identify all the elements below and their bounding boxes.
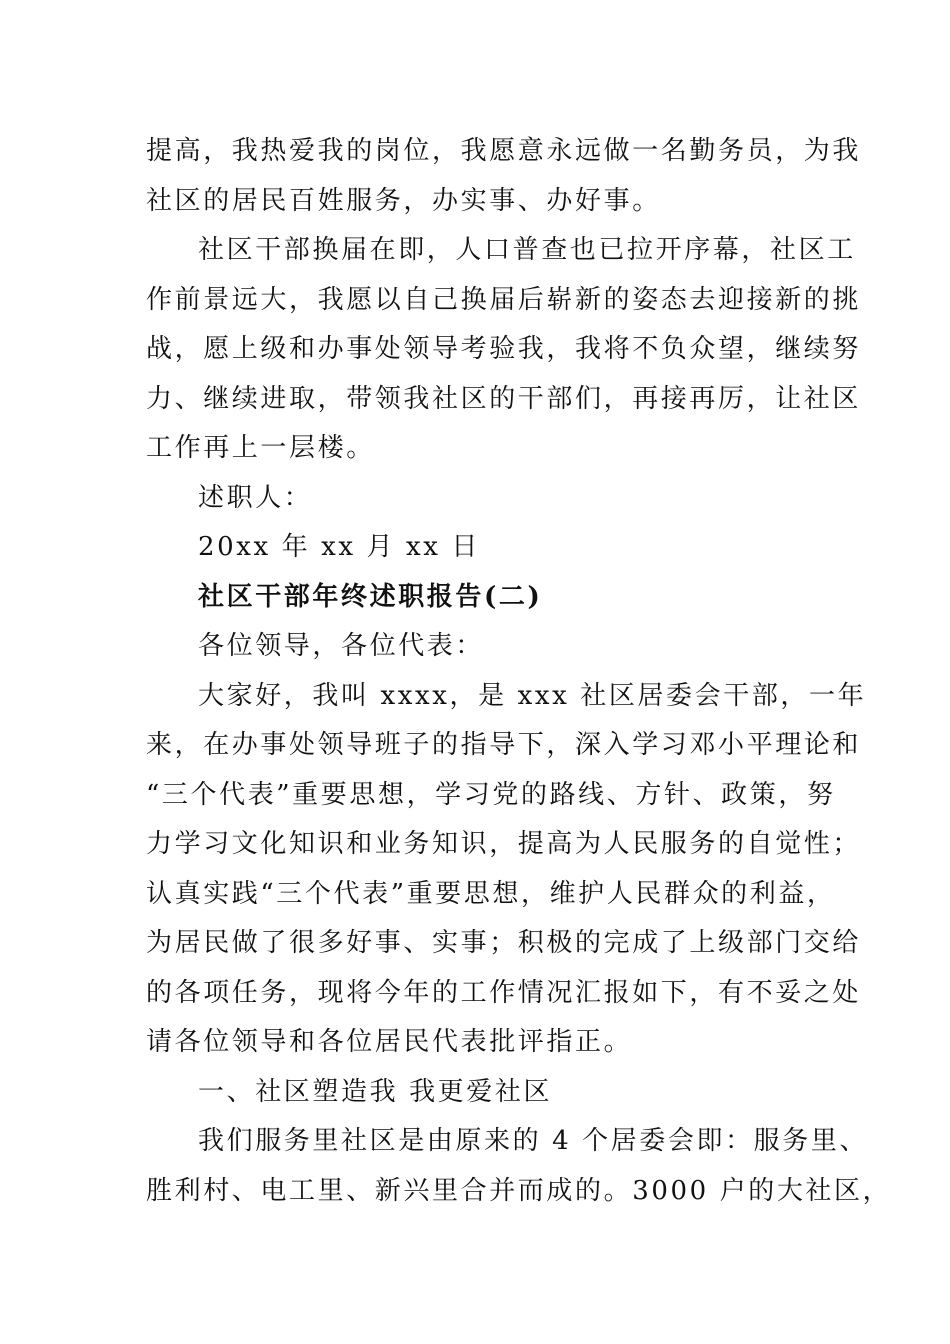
paragraph-line: 大家好，我叫 xxxx，是 xxx 社区居委会干部，一年: [198, 680, 867, 711]
date-line: 20xx 年 xx 月 xx 日: [198, 532, 480, 562]
paragraph-line: 提高，我热爱我的岗位，我愿意永远做一名勤务员，为我: [146, 136, 862, 166]
salutation: 各位领导，各位代表：: [198, 631, 485, 661]
paragraph-line: 力、继续进取，带领我社区的干部们，再接再厉，让社区: [146, 383, 862, 414]
paragraph-line: 我们服务里社区是由原来的 4 个居委会即：服务里、: [198, 1126, 869, 1156]
signature-label: 述职人：: [198, 482, 313, 513]
paragraph-line: 力学习文化知识和业务知识，提高为人民服务的自觉性；: [146, 829, 862, 859]
section-title: 社区干部年终述职报告(二): [198, 581, 543, 612]
paragraph-line: 来，在办事处领导班子的指导下，深入学习邓小平理论和: [146, 730, 862, 760]
paragraph-line: “三个代表”重要思想，学习党的路线、方针、政策，努: [146, 779, 836, 810]
paragraph-line: 请各位领导和各位居民代表批评指正。: [146, 1027, 633, 1057]
paragraph-line: 认真实践“三个代表”重要思想，维护人民群众的利益，: [146, 878, 836, 909]
subsection-heading: 一、社区塑造我 我更爱社区: [198, 1076, 553, 1107]
paragraph-line: 的各项任务，现将今年的工作情况汇报如下，有不妥之处: [146, 977, 862, 1008]
paragraph-line: 工作再上一层楼。: [146, 433, 375, 463]
paragraph-line: 社区的居民百姓服务，办实事、办好事。: [146, 185, 661, 216]
paragraph-line: 胜利村、电工里、新兴里合并而成的。3000 户的大社区，: [146, 1175, 892, 1206]
paragraph-line: 社区干部换届在即，人口普查也已拉开序幕，社区工: [198, 235, 856, 265]
document-body: [146, 127, 892, 1216]
paragraph-line: 战，愿上级和办事处领导考验我，我将不负众望，继续努: [146, 334, 862, 364]
paragraph-line: 作前景远大，我愿以自己换届后崭新的姿态去迎接新的挑: [146, 284, 862, 315]
paragraph-line: 为居民做了很多好事、实事；积极的完成了上级部门交给: [146, 928, 862, 958]
